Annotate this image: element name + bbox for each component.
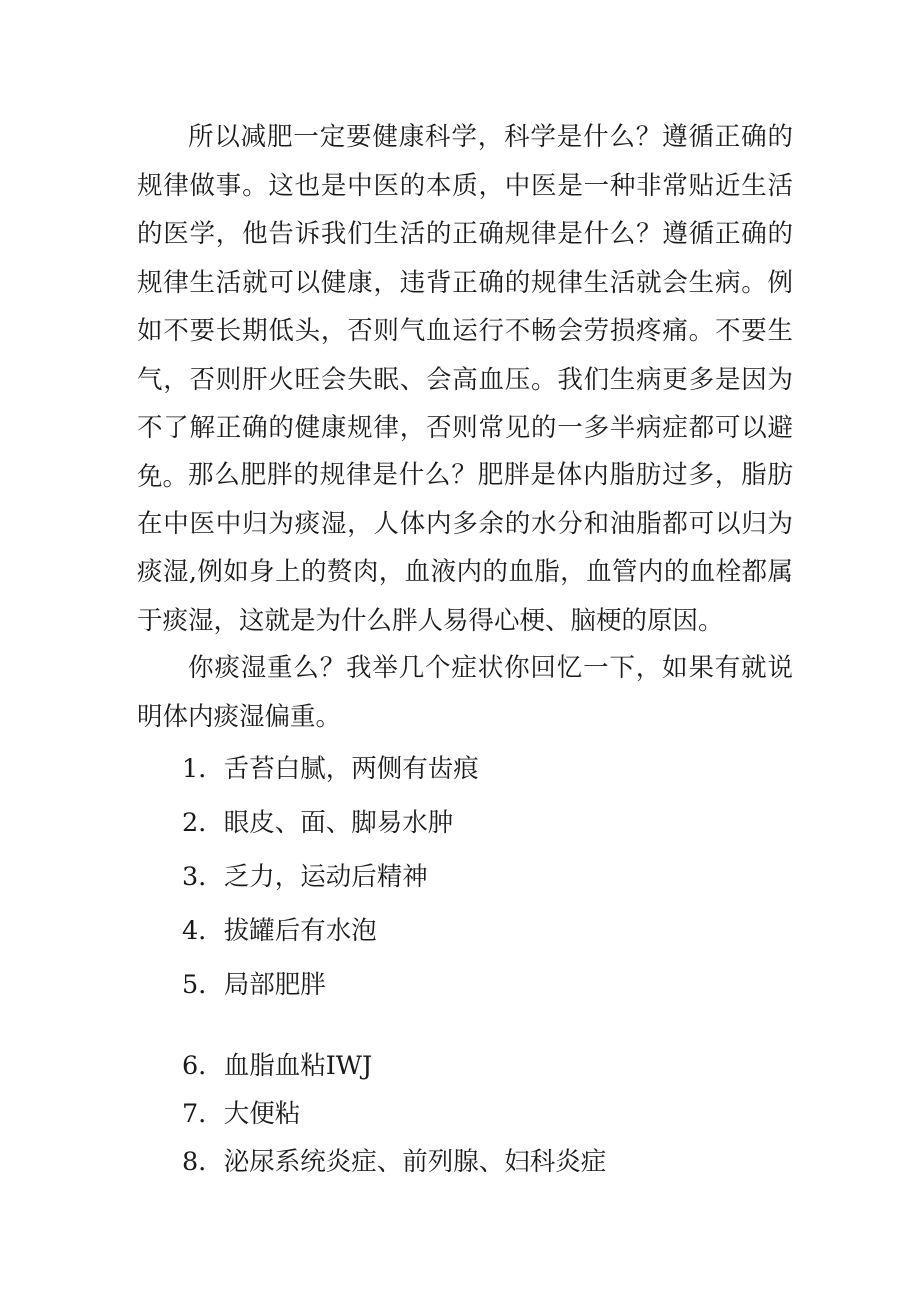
list-item: 2．眼皮、面、脚易水肿 xyxy=(182,808,454,838)
list-item: 3．乏力，运动后精神 xyxy=(182,862,428,892)
list-item: 8．泌尿系统炎症、前列腺、妇科炎症 xyxy=(182,1147,607,1177)
list-item: 1．舌苔白腻，两侧有齿痕 xyxy=(182,754,479,784)
list-item: 5．局部肥胖 xyxy=(182,970,326,1000)
paragraph-obesity-rule: 那么肥胖的规律是什么？肥胖是体内脂肪过多，脂肪在中医中归为痰湿，人体内多余的水分和油脂都可以归为痰湿,例如身上的赘肉，血液内的血脂，血管内的血栓都属于痰湿，这就是为什么胖人易得心梗、脑梗的原因。 xyxy=(137,460,793,636)
list-item: 7．大便粘 xyxy=(182,1099,301,1129)
list-item: 6．血脂血粘IWJ xyxy=(182,1051,373,1081)
paragraph-weight-loss-science: 所以减肥一定要健康科学，科学是什么？遵循正确的规律做事。这也是中医的本质，中医是一种非常贴近生活的医学，他告诉我们生活的正确规律是什么？遵循正确的规律生活就可以健康，违背正确的规律生活就会生病。例如不要长期低头，否则气血运行不畅会劳损疼痛。不要生气，否则肝火旺会失眠、会高血压。我们生病更多是因为不了解正确的健康规律，否则常见的一多半病症都可以避免。 xyxy=(137,122,793,492)
list-item: 4．拔罐后有水泡 xyxy=(182,916,377,946)
paragraph-phlegm-question: 你痰湿重么？我举几个症状你回忆一下，如果有就说明体内痰湿偏重。 xyxy=(137,653,793,732)
